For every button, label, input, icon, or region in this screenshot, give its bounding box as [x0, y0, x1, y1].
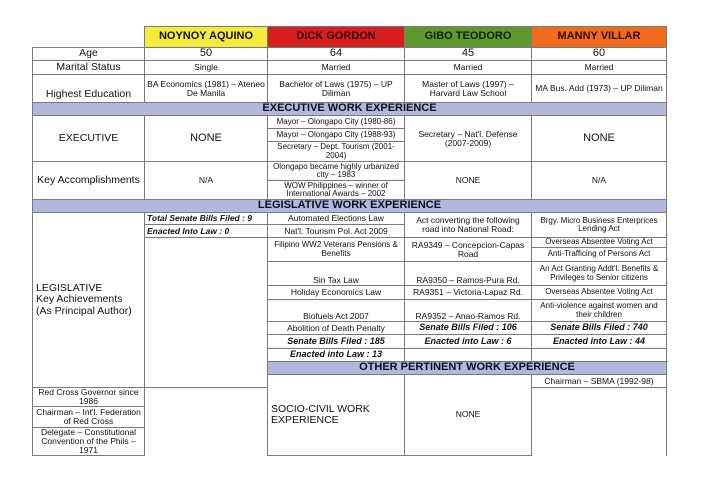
- section-other: OTHER PERTINENT WORK EXPERIENCE: [268, 362, 667, 375]
- header-row: [33, 27, 667, 48]
- leg-aquino-enacted: Enacted Into Law : 0: [145, 225, 268, 238]
- row-accomplishments-1: [33, 162, 667, 181]
- header-corner: [33, 27, 145, 48]
- marital-aquino: Single: [145, 61, 268, 75]
- executive-villar: NONE: [532, 116, 667, 162]
- section-legislative: LEGISLATIVE WORK EXPERIENCE: [33, 200, 667, 213]
- leg-villar-2: Overseas Absentee Voting Act: [532, 238, 667, 248]
- executive-gordon-1: Mayor – Olongapo City (1980-86): [268, 116, 405, 129]
- accomplishments-gordon-2: WOW Philippines – winner of International Awards – 2002: [268, 181, 405, 200]
- leg-villar-6: Anti-violence against women and their children: [532, 300, 667, 322]
- leg-teodoro-bills-filed: Senate Bills Filed : 106: [405, 322, 532, 335]
- leg-gordon-bills-filed: Senate Bills Filed : 185: [268, 335, 405, 349]
- executive-label: EXECUTIVE: [33, 116, 145, 162]
- accomplishments-label: Key Accomplishments: [33, 162, 145, 200]
- executive-gordon-2: Mayor – Olongapo City (1988-93): [268, 129, 405, 142]
- header-villar: MANNY VILLAR: [532, 27, 667, 48]
- leg-teodoro-empty: [405, 349, 532, 362]
- leg-gordon-2: Nat'l. Tourism Pol. Act 2009: [268, 225, 405, 238]
- socio-label: SOCIO-CIVIL WORK EXPERIENCE: [268, 375, 405, 456]
- leg-teodoro-3: RA9350 – Ramos-Pura Rd.: [405, 262, 532, 286]
- education-gordon: Bachelor of Laws (1975) – UP Diliman: [268, 75, 405, 103]
- education-aquino: BA Economics (1981) – Ateneo De Manila: [145, 75, 268, 103]
- socio-gordon-3: Chairman – Int'l. Federation of Red Cross: [33, 406, 145, 427]
- leg-teodoro-2: RA9349 – Concepcion-Capas Road: [405, 238, 532, 262]
- leg-gordon-7: Abolition of Death Penalty: [268, 322, 405, 335]
- leg-villar-4: An Act Granting Addt'l. Benefits & Privileges to Senior citizens: [532, 262, 667, 286]
- marital-gordon: Married: [268, 61, 405, 75]
- marital-villar: Married: [532, 61, 667, 75]
- accomplishments-aquino: N/A: [145, 162, 268, 200]
- socio-aquino: NONE: [405, 375, 532, 456]
- education-label: Highest Education: [33, 75, 145, 103]
- executive-teodoro: Secretary – Nat'l. Defense (2007-2009): [405, 116, 532, 162]
- leg-gordon-1: Automated Elections Law: [268, 213, 405, 225]
- header-gordon: DICK GORDON: [268, 27, 405, 48]
- candidate-comparison-table: [32, 26, 667, 456]
- leg-teodoro-5: RA9352 – Anao-Ramos Rd.: [405, 300, 532, 322]
- row-marital: [33, 61, 667, 75]
- leg-villar-5: Overseas Absentee Voting Act: [532, 286, 667, 300]
- row-education: [33, 75, 667, 103]
- section-legislative-row: [33, 200, 667, 213]
- age-aquino: 50: [145, 48, 268, 61]
- section-executive: EXECUTIVE WORK EXPERIENCE: [33, 103, 667, 116]
- leg-gordon-4: Sin Tax Law: [268, 262, 405, 286]
- comparison-table-container: [32, 26, 667, 456]
- age-teodoro: 45: [405, 48, 532, 61]
- education-villar: MA Bus. Add (1973) – UP Diliman: [532, 75, 667, 103]
- leg-gordon-6: Biofuels Act 2007: [268, 300, 405, 322]
- leg-villar-1: Brgy. Micro Business Enterprices Lending Act: [532, 213, 667, 238]
- accomplishments-teodoro: NONE: [405, 162, 532, 200]
- age-gordon: 64: [268, 48, 405, 61]
- leg-gordon-5: Holiday Economics Law: [268, 286, 405, 300]
- header-teodoro: GIBO TEODORO: [405, 27, 532, 48]
- leg-villar-3: Anti-Trafficing of Persons Act: [532, 248, 667, 262]
- age-label: Age: [33, 48, 145, 61]
- leg-villar-bills-filed: Senate Bills Filed : 740: [532, 322, 667, 335]
- section-executive-row: [33, 103, 667, 116]
- row-age: [33, 48, 667, 61]
- row-executive-1: [33, 116, 667, 129]
- accomplishments-gordon-1: Olongapo became highly urbanized city – 1983: [268, 162, 405, 181]
- leg-villar-enacted: Enacted into Law : 44: [532, 335, 667, 349]
- socio-gordon-4: Delegate – Constitutional Convention of the Phils – 1971: [33, 427, 145, 455]
- marital-label: Marital Status: [33, 61, 145, 75]
- executive-gordon-3: Secretary – Dept. Tourism (2001-2004): [268, 142, 405, 162]
- leg-gordon-enacted: Enacted into Law : 13: [268, 349, 405, 362]
- leg-gordon-3: Filipino WW2 Veterans Pensions & Benefits: [268, 238, 405, 262]
- age-villar: 60: [532, 48, 667, 61]
- socio-gordon-1: Chairman – SBMA (1992-98): [532, 375, 667, 388]
- socio-gordon-2: Red Cross Governor since 1986: [33, 388, 145, 407]
- row-leg-1: [33, 213, 667, 225]
- leg-aquino-bills-filed: Total Senate Bills Filed : 9: [145, 213, 268, 225]
- header-aquino: NOYNOY AQUINO: [145, 27, 268, 48]
- leg-teodoro-1: Act converting the following road into National Road:: [405, 213, 532, 238]
- legislative-label: LEGISLATIVE Key Achievements (As Principal Author): [33, 213, 145, 388]
- education-teodoro: Master of Laws (1997) – Harvard Law School: [405, 75, 532, 103]
- accomplishments-villar: N/A: [532, 162, 667, 200]
- marital-teodoro: Married: [405, 61, 532, 75]
- leg-teodoro-4: RA9351 – Victoria-Lapaz Rd.: [405, 286, 532, 300]
- leg-villar-empty: [532, 349, 667, 362]
- leg-teodoro-enacted: Enacted into Law : 6: [405, 335, 532, 349]
- leg-aquino-blank: [145, 238, 268, 388]
- executive-aquino: NONE: [145, 116, 268, 162]
